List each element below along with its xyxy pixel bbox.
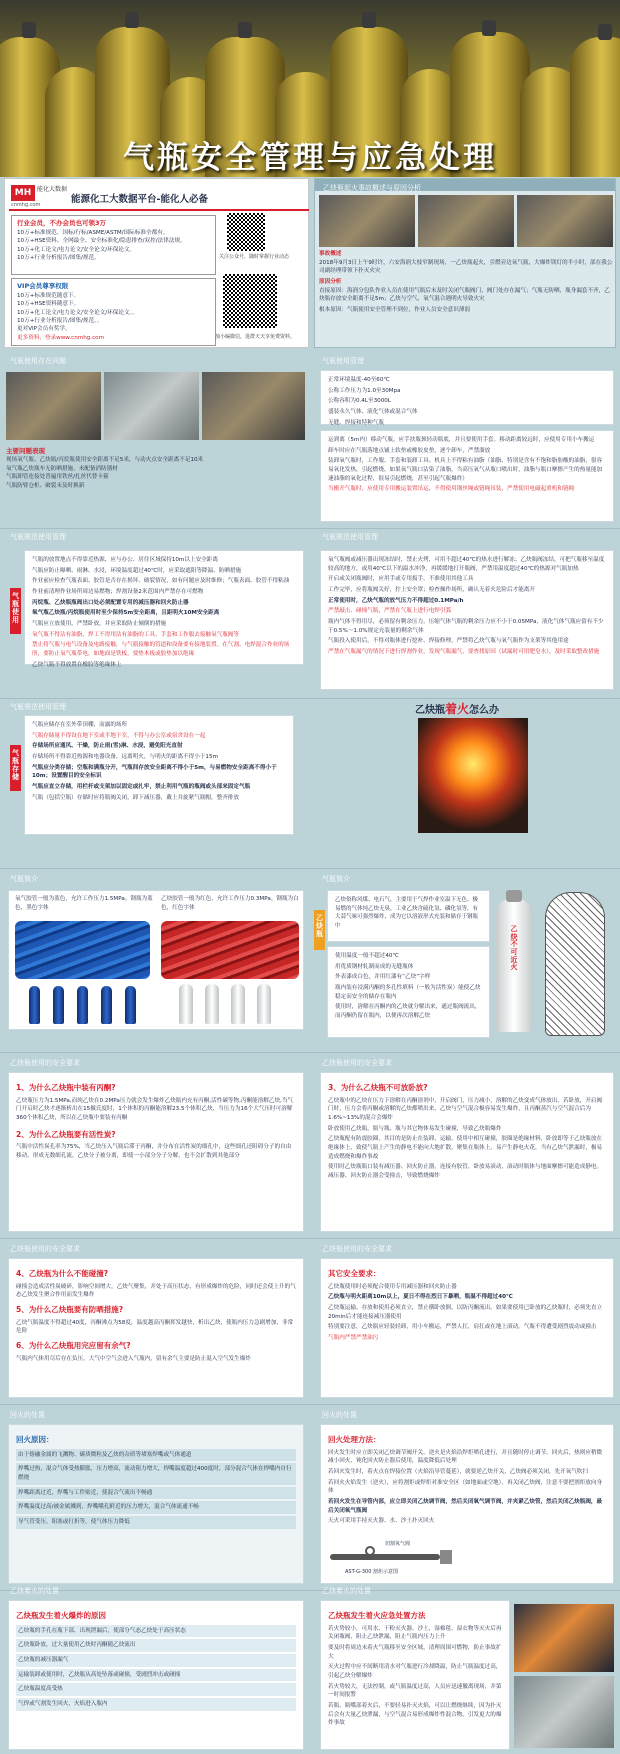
vip-item: 10万+行业分析报告/图集/规范。。 [17,317,103,324]
member-item: 10万+HSE资料、全网最全、安全标准化/隐患排查/双控/法律法规。 [17,238,186,245]
vip-link[interactable]: 更多资料，登录www.cnmhg.com [17,334,105,341]
site-photo [6,372,101,440]
section-title: 气瓶规范使用管理 [10,533,66,541]
answer: 乙炔瓶配有防震胶圈，其目的是防止在装卸、运输、使用中相互碰撞，胶圈是绝缘材料，卧放即等于乙炔瓶放在绝缘体上，致使气瓶上产生的静电不能向大地扩散，聚集在瓶体上，易产生静电火花，当有乙炔气泄漏时，极易造成燃烧和爆炸事故 [328,1136,603,1160]
cause-item: 乙炔瓶卧放，过大量使用乙炔时丙酮随乙炔流出 [16,1639,296,1652]
section-title: 气瓶使用存在问题 [10,357,66,365]
answer: 碰撞会造成活性炭破碎，影响空间增大，乙炔气聚集，并处于高压状态，有形成爆炸的危险，同时还会使上升的气态乙炔发生聚合作用而发生爆炸 [16,1283,296,1299]
fact-item: 用优质钢材轧制而成的无缝瓶体 [335,963,414,970]
answer: 气瓶中活性炭孔率为75%，当乙炔压入气瓶后滞于丙酮，并分布在活性炭的细孔中，这些细孔还阻碍分子的自由移动，形成无数细孔流，乙炔分子被分离，即使一小部分分子分解，也不会扩散到其他部分 [16,1144,292,1159]
qr2-caption: 加小编微信，进群天天享免费资料。 [215,334,296,340]
spec-item: 公称容积为0.4L至3000L [328,398,391,405]
usage-item: 乙炔气瓶不得放置在橡胶等绝缘体上 [32,661,122,668]
question: 3、为什么乙炔瓶不可放卧放? [328,1083,428,1092]
usage-item: 气瓶的放置地点不得靠近热源，应与办公、居住区域保持10m以上安全距离 [32,557,218,563]
problem-item: 氧气瓶乙炔瓶车无防晒措施、未配备消防器材 [6,465,118,472]
question: 2、为什么乙炔瓶要有活性炭? [16,1129,116,1139]
member-title: 行业会员，不办会员也可领3万 [17,219,107,227]
section-accident-overview [314,178,616,348]
req-item: 乙炔瓶与明火距离10m以上，夏日不得在烈日下暴晒，瓶温不得超过40℃ [328,1294,513,1301]
oxygen-cylinder-icon [101,986,112,1024]
usage-item: 严禁敲击、碰撞气瓶，严禁在气瓶上进行电焊引弧 [328,608,452,615]
cause-item: 焊嘴过热，混合气体受热膨胀，压力增高，流动阻力增大，焊嘴温度超过400度时，部分混合气体在焊嘴内自行燃烧 [16,1463,296,1484]
site-photo [104,372,199,440]
fire-handling [320,1600,510,1750]
req-item: 特别要注意，乙炔瓶应轻装轻卸，用小车搬运，严禁人扛，肩扛或在地上滚动。气瓶不得遭受剧烈震动或撞击 [328,1324,597,1331]
fire-photo [418,718,528,833]
usage-item: 丙烷瓶、乙炔瓶瓶阀出口处必须配置专用的减压器和回火防止器 [32,599,189,606]
acetylene-intro: 乙炔俗称风煤、电石气，主要用于气焊作业室温下无色、极易燃的气体纯乙炔无臭，工业乙炔含硫化氢、磷化氢等，有大蒜气味可强烈爆炸，成为它以溶液形式充装和储存于钢瓶中 [327,890,490,942]
accident-photo [517,195,613,247]
answer: 乙炔瓶压力为1.5MPa,而纯乙炔在0.2MPa压力就会发生爆炸乙炔瓶内充有丙酮,活性碳等物,丙酮能溶解乙炔,当气门开启时乙炔才逐渐析出在15摄氏度时，1个体积的丙酮能溶解23.5个体积乙炔，当压力为16个大气压时可溶解360个体积乙炔，所以在乙炔瓶中要装有丙酮 [16,1097,294,1121]
acetylene-cylinder-icon [205,984,219,1024]
logo-url: cnmhg.com [11,202,41,208]
cylinders-photo [514,1676,614,1748]
question: 4、乙炔瓶为什么不能碰撞? [16,1269,109,1278]
oxygen-cylinder-icon [29,986,40,1024]
spec-item: 正常环境温度-40至60℃ [328,377,390,383]
qa-box-2 [320,1072,614,1232]
usage-item: 氧气瓶不得沾有油脂，焊工不得用沾有油脂的工具、手套和工作服去接触氧气瓶阀等 [32,631,239,638]
page-title: 气瓶安全管理与应急处理 [123,140,497,176]
problem-item: 现场氧气瓶、乙炔瓶/丙烷瓶使用安全距离不足5米，与动火点安全距离不足10米 [6,457,204,464]
fire-causes [8,1600,304,1750]
storage-item: 气瓶应直立存储，用栏杆或支架加以固定或扎牢，禁止利用气瓶的瓶阀或头部来固定气瓶 [32,783,251,790]
usage-item: 作业前清理作业场所周边易燃物；焊割设备2米范围内严禁存在可燃物 [32,588,204,595]
req-item: 气瓶内严禁严禁油污 [328,1334,379,1341]
oxygen-cylinder-icon [77,986,88,1024]
section-title: 乙炔瓶使用的安全要求 [10,1245,80,1253]
usage-item: 禁止将气瓶与电气设备及电路接触，与气瓶接触的管道和设备要有接地装置。在气割、电焊混合作业的场所，要防止氧气瓶带电，如地面是铁板，要垫木板或胶垫加以绝缘 [32,642,290,657]
cause-item: 气焊或气割发生回火，火焰进入瓶内 [16,1698,296,1711]
member-box [11,215,216,275]
handling-item: 天火可采用手持灭火器、水、沙土扑灭回火 [328,1518,435,1525]
overview-text: 2018年9月3日上午9时许，六安海润大枝窄制现场，一乙炔瓶起火，引燃旁边氧气瓶，大爆炸镁灯的半小时，部在我公司副经理带领下扑灭火灾 [319,259,613,275]
storage-item: 气瓶应储存在室外带顶棚、而露的场所 [32,722,128,728]
promo-card [4,178,309,348]
storage-item: 气瓶（包括空瓶）存储时应将瓶阀关闭，卸下减压器，戴上并旋紧气瓶帽，整齐排放 [32,794,239,801]
req-item: 乙炔瓶使用时必须配合使用专用减压器和回火防止器 [328,1283,457,1290]
acetylene-facts [327,946,490,1038]
question: 1、为什么乙炔瓶中装有丙酮? [16,1083,116,1092]
other-requirements [320,1258,614,1398]
fire-heading: 乙炔瓶着火怎么办 [415,702,500,716]
storage-item: 气瓶应分类存储；空瓶和满瓶分开，气瓶间存放安全距离不得小于5m，与易燃物安全距离不得小于10m；设置醒目的安全标识 [32,764,277,780]
logo-icon: MH [11,185,35,201]
vip-item: 10万+HSE资料随意下。 [17,301,80,308]
usage-item: 气瓶投入使用后，不得对瓶体进行挖补、焊接修理，严禁将乙炔气瓶与氧气瓶作为支架等其他用途 [328,638,569,645]
cause-item: 乙炔瓶的手孔在瓶下部，出现泄漏后，使部分气态乙炔处于高压状态 [16,1625,296,1638]
spec-list [320,370,614,425]
acetylene-hose-text: 乙炔胶管一般为红色，允许工作压力0.3MPa。钢瓶为白色，红色字体 [161,896,299,911]
cause-item: 导气管受压，阻塞或打折等，使气体压力降低 [16,1516,296,1529]
logo-name: 能化大数据 [37,186,68,193]
member-item: 10万+行业分析报告/图集/规范。 [17,254,100,261]
oxygen-cylinder-icon [53,986,64,1024]
section-title: 乙炔瓶使用的安全要求 [10,1059,80,1067]
acetylene-cylinder-icon [179,984,193,1024]
fact-item: 外表漆成白色，并用红漆有“乙炔”字样 [335,974,431,981]
vip-title: VIP会员尊享权限 [17,282,69,290]
subtitle: 乙炔瓶发生着火应急处置方法 [328,1611,426,1620]
answer: 乙炔瓶中的乙炔在压力下溶解在丙酮溶剂中，开启阀门，压力减小，溶解的乙炔变成气体放出，若卧放，开启阀门时，压力会将丙酮或溶解的乙炔都喷出来，乙炔与空气混合极容易发生爆炸，且丙酮蒸汽与空气混合后为1.6%~13%的混合会爆炸 [328,1097,603,1121]
member-item: 10万+化工论文/电力论文/安全论文/环保论文。 [17,246,136,253]
qr1-caption: 关注公众号，随时掌握行业动态 [219,254,290,260]
vip-more: 更对VIP会员有奖学。 [17,326,71,333]
qr-code-icon [223,274,277,328]
oxygen-cylinder-icon [125,986,136,1024]
answer: 气瓶内气体用尽后存在负压，大气中空气会进入气瓶内，留有余气主要是防止混入空气发生爆炸 [16,1355,251,1362]
usage-item: 氧气瓶乙炔瓶/丙烷瓶使用时至少保持5m安全距离，且距明火10M安全距离 [32,610,220,617]
accident-photo [418,195,514,247]
handling-item: 当搬开气瓶时，应使用专用搬运装置吊运，不得使用钢丝绳或链绳吊装，严禁使用电磁起重机和链绳 [328,486,575,493]
answer: 使用时乙炔瓶瓶口装有减压器、回火防止器，连接有胶管，卧放易滚动，滚动时瓶体与地面摩擦可能造成静电。减压器、回火防止器会受撞击，导致燃烧爆炸 [328,1164,603,1179]
qr-code-icon [227,213,265,251]
subtitle: 回火处理方法： [328,1435,381,1444]
subtitle: 乙炔瓶发生着火爆炸的原因 [16,1611,106,1620]
handling-item: 灭火过程中应不间断用清水对气瓶进行冷却降温，防止气瓶温度过高，引起乙炔分解爆炸 [328,1664,502,1679]
cause-item: 焊嘴温度过高/被金属溅到，焊嘴嘴孔附近的压力增大，混合气体流通不畅 [16,1501,296,1514]
cause-item: 乙炔瓶温度高受热 [16,1683,296,1696]
vip-box [11,278,216,346]
section-title: 乙炔着火的处置 [10,1587,59,1595]
acetylene-cylinder-icon: 乙炔 不可近火 [496,898,532,1032]
section-title: 气瓶简介 [10,875,38,883]
usage-item: 作业前应检查气瓶表面、胶管是否存在损坏、破裂情况，如有问题应及时维修；气瓶表面、胶管不得粘油 [32,578,290,585]
cause-item: 乙炔瓶的减压器漏气 [16,1654,296,1667]
cause-item: 直接原因：海润分包队作业人员在使用气瓶后未及时关闭气瓶阀门，阀门处存在漏气；气瓶无防晒、瓶身漏套不齐，乙炔瓶存放安全距离不足5m；乙炔与空气、氧气混合遇明火导致火灾 [319,287,610,303]
section-title: 气瓶规范使用管理 [10,703,66,711]
usage-item: 严禁在气瓶漏气的情况下进行焊割作业，发现气瓶漏气，要查找原因（试漏时可用肥皂水），及时采取整改措施 [328,648,600,655]
qa-box-1 [8,1072,304,1232]
handling-item: 若回火发生时，着火点在焊接位置（火焰沿导管蔓延），就要逆乙炔开关，乙炔阀必须关闭，先开氧气吹扫 [328,1468,589,1475]
usage-list [24,550,304,668]
problem-item: 气瓶防臂仓柜、破裂未及时换新 [6,483,85,490]
site-photo [202,372,305,440]
cause-label: 原因分析 [319,278,342,285]
section-title: 乙炔着火的处置 [322,1587,371,1595]
accident-photo [319,195,415,247]
cylinder-cross-section-icon [545,892,605,1036]
usage-list-2 [320,550,614,690]
firefighter-photo [514,1604,614,1672]
section-title: 乙炔瓶起火事故概述与原因分析 [323,184,421,192]
section-title: 气瓶规范使用管理 [322,533,378,541]
hose-intro [8,890,304,1030]
section-title: 乙炔瓶使用的安全要求 [322,1059,392,1067]
usage-item: 正常使用时，乙炔气瓶的放气压力不得超过0.1MPa/h [328,597,464,604]
handling-item: 若火势较大，无法控制，或气瓶温度过高，人员应迅速撤离现场，并第一时间报警 [328,1683,502,1699]
handling-item: 若火势较小，可用水、干粉灭火器、沙土，湿棉毯、湿衣物等灭火后再关闭瓶阀，阻止乙炔泄漏，阻止气瓶内压力上升 [328,1625,502,1641]
usage-item: 工作完毕，应将瓶阀关好，拧上安全罩；检查操作场所，确认无着火危险后才能离开 [328,586,535,593]
handling-item: 若瓶、瓶嘴部着火后，不要轻易扑灭火焰，可以让燃烧继续，因为扑灭后会有大量乙炔泄漏，与空气混合易形成爆炸性混合物，引发更大的爆炸事故 [328,1702,502,1727]
section-title: 气瓶使用管理 [322,357,364,365]
usage-item: 瓶内气体不得用尽，必须留有剩余压力。压缩气体气瓶的剩余压力应不小于0.05MPa，液化气体气瓶应留有不少于0.5%～1.0%规定充装量的剩余气体 [328,618,604,634]
flashback-causes [8,1424,304,1584]
subtitle: 回火原因： [16,1435,54,1444]
storage-item: 存储场所不得靠近热源和电器设备，远离明火，与明火的距离不得小于15m [32,753,218,760]
spec-item: 公称工作压力为1.0至30Mpa [328,387,401,394]
oxygen-hose-image [15,921,150,979]
handling-item: 要及时将周边未着火气瓶移至安全区域，清理周围可燃物，防止事故扩大 [328,1644,502,1660]
usage-item: 开启或关闭瓶阀时，应用手或专用扳手，不准使用其他工具 [328,576,474,583]
usage-item: 氧气瓶阀或减压器出现冻结时，禁止火烤，可用不超过40℃的热水进行解冻；乙炔瓶阀冻结，可把气瓶移至温度较高的地方，或用40℃以下的温水冲净，再缓缓地打开瓶阀，严禁用温度超过40℃的热源对气瓶加热 [328,557,605,572]
question: 5、为什么乙炔瓶要有防晒措施? [16,1304,124,1314]
fact-item: 使用温度一般不超过40℃ [335,953,399,959]
section-title: 回火的处置 [322,1411,357,1419]
oxygen-hose-text: 氧气胶管一般为蓝色，允许工作压力1.5MPa。钢瓶为蓝色，黑色字体 [15,896,153,911]
cause-item: 由于熔融金属的飞溅物、碳质微粒及乙炔的杂质等堵塞焊嘴或气体通道 [16,1449,296,1462]
handling-item: 若回火发生在导管内部，应立即关闭乙炔调节阀，然后关闭氧气调节阀，并夹紧乙炔管，然后关闭乙炔瓶阀，最后关闭氧气瓶阀 [328,1498,603,1514]
answer: 卧放使用乙炔瓶，瓶与瓶、瓶与其它物体易发生碰撞，导致乙炔瓶爆炸 [328,1125,502,1132]
question: 6、为什么乙炔瓶用完应留有余气? [16,1340,131,1350]
cause-item: 焊嘴距离过近，焊嘴与工件贴近，使混合气流出不畅通 [16,1487,296,1500]
side-label: 乙炔瓶 [314,910,325,950]
vip-item: 10万+标准规范随意下。 [17,292,80,299]
member-item: 10万+标准规范、国标/行标/ASME/ASTM/国际标准全都有。 [17,229,169,236]
cause-item: 根本原因：气瓶使用安全管理不到位，作业人员安全意识薄弱 [319,306,471,313]
handling-item: 运到离（5m内）移动气瓶，应手扶瓶颈轻动瓶底，并且要使用手套。移动距离较远时，应使用专用小车搬运 [328,437,595,443]
torch-diagram-icon: 切割氧气阀 AST-G-300 割炬示意图 [325,1540,455,1580]
usage-item: 气瓶应防止曝晒、雨淋、水浸，环境温度超过40℃时，应采取遮阳等降温、防晒措施 [32,567,242,574]
storage-item: 存储场所应通风、干燥，防止雨(雪)淋、水浸，避免阳光直射 [32,743,183,750]
fact-item: 瓶内装有浸满丙酮的多孔性填料（一般为活性炭）能使乙炔稳定而安全的储存在瓶内 [335,984,481,1000]
storage-item: 气瓶存储量不得设在地下室或半地下室，不得与办公室或宿舍设在一起 [32,732,206,739]
acetylene-cylinder-icon [257,984,271,1024]
handling-item: 若回火火焰发生（逆火），应将割炬或焊炬对准安全区（如地面或空地），再关闭乙炔阀，注意不要把割炬放向身体 [328,1479,603,1495]
side-label: 气瓶存储 [10,745,21,791]
section-title: 气瓶简介 [322,875,350,883]
section-title: 回火的处置 [10,1411,45,1419]
answer: 乙炔气瓶温度不得超过40度，丙酮沸点为58度，温度越高丙酮挥发越快，析出乙炔，使瓶内压力急剧增加，非常危险 [16,1319,294,1335]
section-title: 乙炔瓶使用的安全要求 [322,1245,392,1253]
cause-item: 运输装卸或使用时，乙炔瓶从高处坠落或碰撞，受剧烈冲击或碰撞 [16,1669,296,1682]
qa-box-3 [8,1258,304,1398]
handling-list [320,430,614,522]
vip-item: 10万+化工论文/电力论文/安全论文/环保论文。。 [17,309,138,316]
hero-banner [0,0,620,177]
subtitle: 其它安全要求： [328,1269,381,1278]
req-item: 乙炔瓶运输、存放和使用必须直立，禁止横卧放倒，以防丙酮流出。如果要使用已卧放的乙炔瓶时，必须先直立20min后才能连接减压器使用 [328,1304,603,1320]
acetylene-cylinder-icon [231,984,245,1024]
handling-item: 装卸氧气瓶时，工作服、手套和装卸工具、机具上不得粘有油脂（油脂、特别是含有不饱和脂肪酸的油脂，很容易氧化发热，引起燃烧，如果氧气瓶口沾染了油脂，当高压氧气从瓶口喷出时，油脂与瓶口摩擦产生的热量能加速油脂的氧化过程，很易引起燃烧，甚至引起气瓶爆炸） [328,458,603,482]
overview-label: 事故概述 [319,251,342,257]
spec-item: 无缝、焊接和特种气瓶 [328,419,384,426]
usage-item: 气瓶应立放使用，严禁卧放，并应采取防止倾倒的措施 [32,620,167,627]
acetylene-hose-image [161,921,299,979]
storage-list [24,715,294,835]
handling-item: 回火发生时应立即关闭乙炔调节阀开关，逆火是火焰沿焊炬喷孔进行，并且随时停止调节。回火后，热则应稍微减小回火，钝化回火防止器后使用，温度降低后处理 [328,1449,603,1465]
handling-item: 卸车时应在气瓶落地点铺上软垫或橡胶皮垫，逐个卸车，严禁溜放 [328,447,491,454]
problem-item: 气瓶卸管连接处普遍用铁丝/扎丝代替卡箍 [6,474,109,481]
spec-item: 盛装永久气体、液化气体或混合气体 [328,408,418,415]
platform-name: 能源化工大数据平台-能化人必备 [71,194,208,205]
side-label: 气瓶使用 [10,588,21,634]
problem-subtitle: 主要问题表现 [6,447,45,455]
fact-item: 使用时，溶解在丙酮内的乙炔就分解出来，通过瓶阀流出，而丙酮仍留在瓶内，以便再次溶解乙炔 [335,1004,481,1019]
